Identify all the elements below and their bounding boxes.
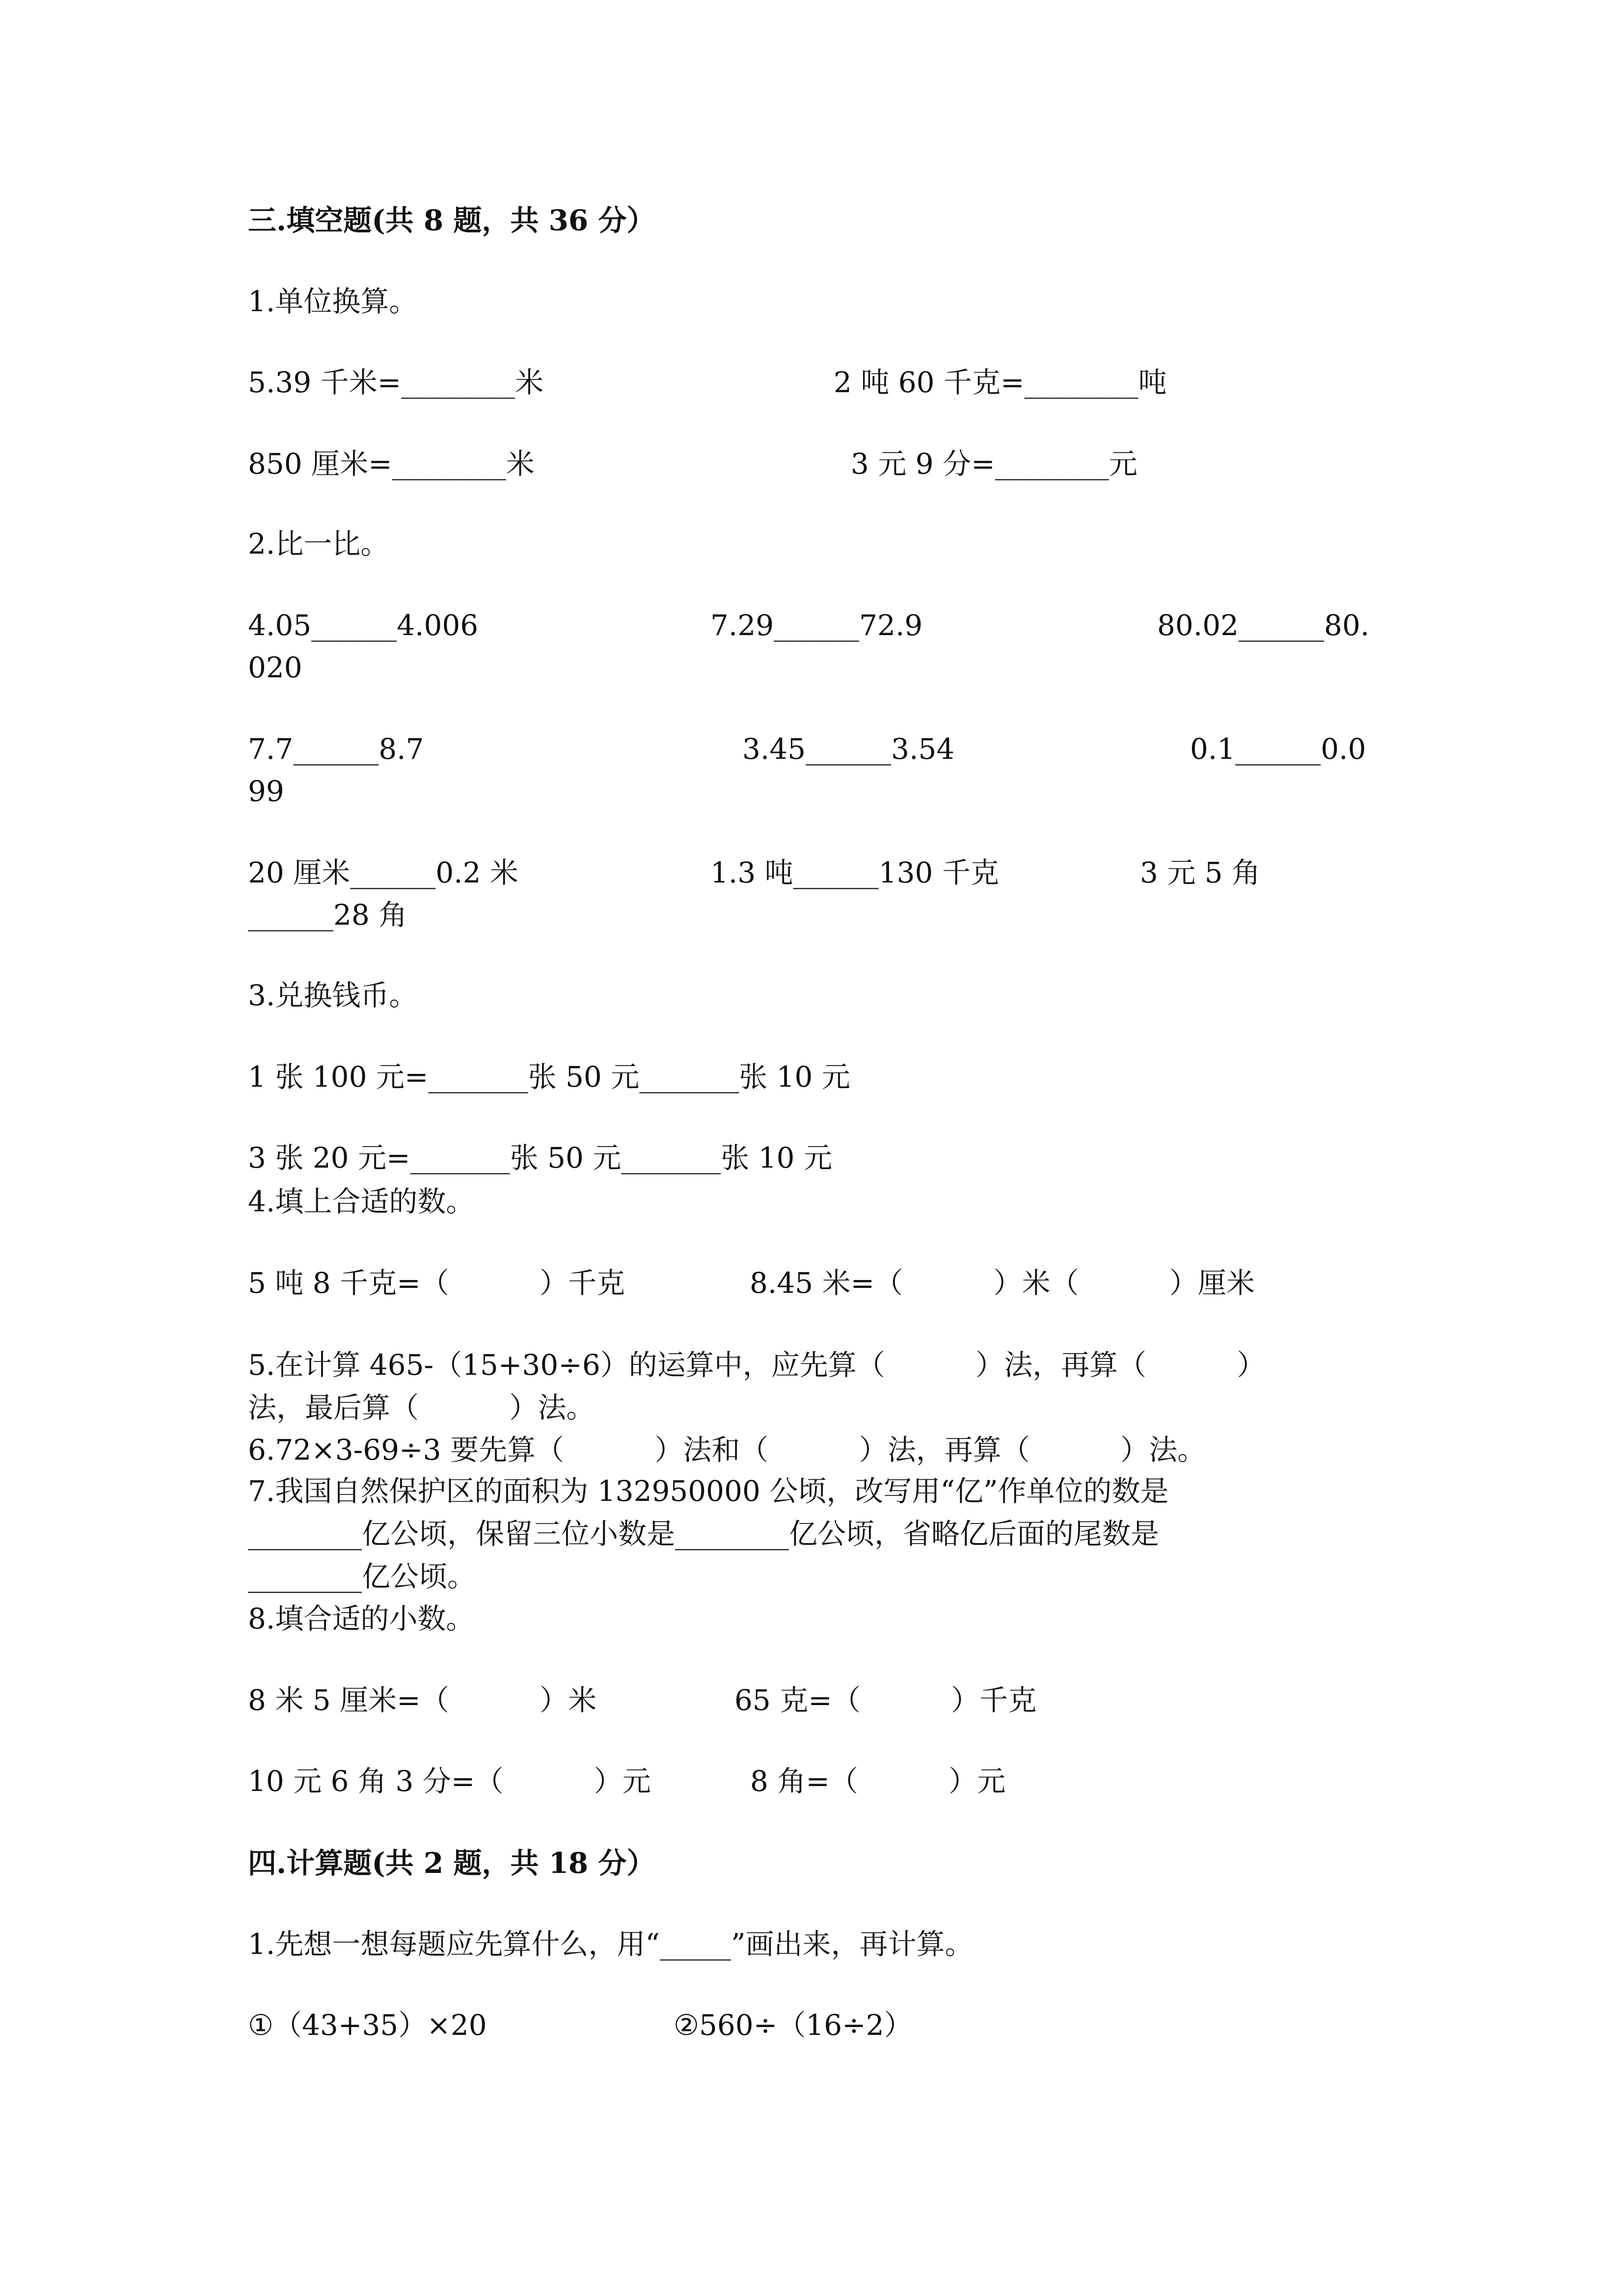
q1-item: 850 厘米=________米 — [248, 447, 535, 481]
q5-line: 法，最后算（ ）法。 — [248, 1391, 595, 1424]
q1-item: 5.39 千米=________米 — [248, 366, 544, 399]
section-heading-fill-blank: 三.填空题(共 8 题，共 36 分） — [248, 204, 655, 237]
q1-item: 2 吨 60 千克=________吨 — [834, 366, 1167, 399]
q7-line: ________亿公顷。 — [248, 1560, 476, 1593]
q3-item: 3 张 20 元=_______张 50 元_______张 10 元 — [248, 1141, 832, 1175]
q2-item: 20 厘米______0.2 米 — [248, 856, 518, 889]
q2-item-wrap: 020 — [248, 651, 302, 684]
q1-item: 3 元 9 分=________元 — [851, 447, 1137, 481]
q6-line: 6.72×3-69÷3 要先算（ ）法和（ ）法，再算（ ）法。 — [248, 1433, 1206, 1467]
q4-title: 4.填上合适的数。 — [248, 1185, 475, 1218]
calc-item: ②560÷（16÷2） — [674, 2008, 913, 2042]
q2-title: 2.比一比。 — [248, 527, 389, 561]
q2-item: 3.45______3.54 — [742, 732, 955, 766]
calc-item: ①（43+35）×20 — [248, 2008, 487, 2042]
q7-line: ________亿公顷，保留三位小数是________亿公顷，省略亿后面的尾数是 — [248, 1517, 1160, 1550]
q2-item: 3 元 5 角 — [1140, 856, 1261, 889]
q8-item: 8 角=（ ）元 — [750, 1764, 1006, 1798]
q5-line: 5.在计算 465-（15+30÷6）的运算中，应先算（ ）法，再算（ ） — [248, 1348, 1266, 1382]
q2-item: 7.7______8.7 — [248, 732, 424, 766]
calc-q1-title: 1.先想一想每题应先算什么，用“_____”画出来，再计算。 — [248, 1927, 974, 1961]
q3-title: 3.兑换钱币。 — [248, 979, 418, 1012]
q8-item: 8 米 5 厘米=（ ）米 — [248, 1683, 597, 1717]
q2-item-wrap: 99 — [248, 774, 284, 808]
q1-title: 1.单位换算。 — [248, 285, 418, 318]
q2-item: 80.02______80. — [1157, 609, 1370, 642]
q2-item: 1.3 吨______130 千克 — [710, 856, 999, 889]
q7-line: 7.我国自然保护区的面积为 132950000 公顷，改写用“亿”作单位的数是 — [248, 1474, 1169, 1508]
q2-item: 0.1______0.0 — [1190, 732, 1366, 766]
q2-item: 4.05______4.006 — [248, 609, 479, 642]
section-heading-calculation: 四.计算题(共 2 题，共 18 分） — [248, 1846, 655, 1880]
q4-item: 8.45 米=（ ）米（ ）厘米 — [750, 1266, 1255, 1300]
q8-title: 8.填合适的小数。 — [248, 1602, 475, 1635]
q2-item: 7.29______72.9 — [710, 609, 923, 642]
q2-item-wrap: ______28 角 — [248, 898, 407, 932]
q8-item: 65 克=（ ）千克 — [734, 1683, 1037, 1717]
q4-item: 5 吨 8 千克=（ ）千克 — [248, 1266, 625, 1300]
q3-item: 1 张 100 元=_______张 50 元_______张 10 元 — [248, 1060, 850, 1094]
q8-item: 10 元 6 角 3 分=（ ）元 — [248, 1764, 651, 1798]
